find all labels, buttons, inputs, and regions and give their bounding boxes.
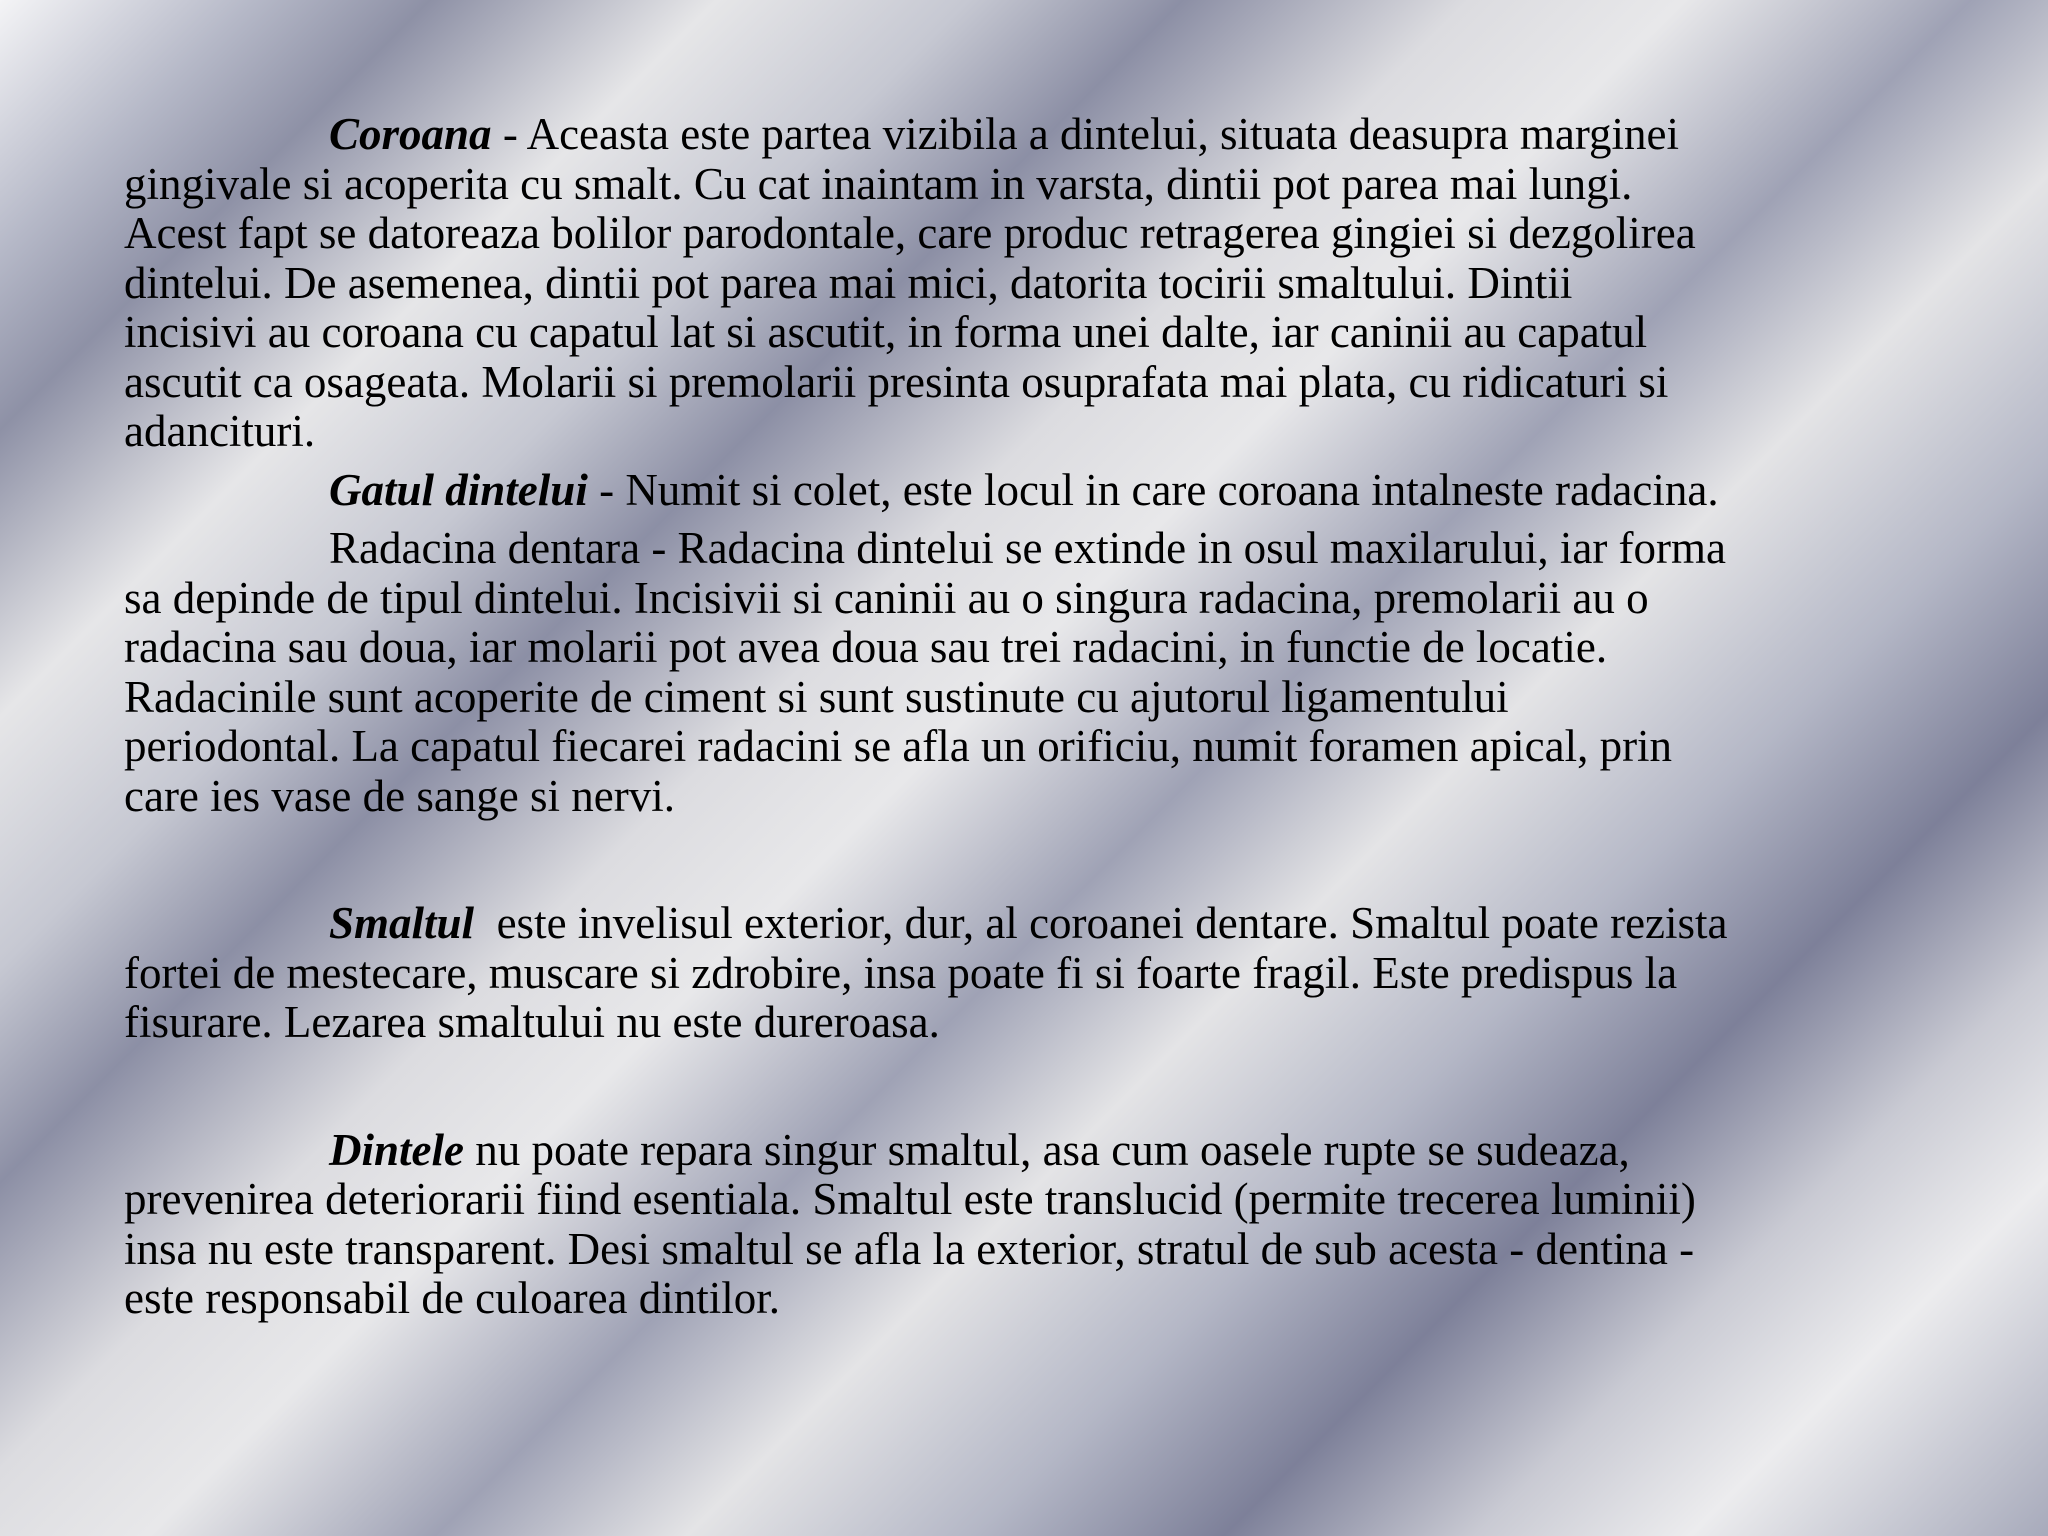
text-line: sa depinde de tipul dintelui. Incisivii si caninii au o singura radacina, premolarii au o <box>124 572 1649 623</box>
text-line: care ies vase de sange si nervi. <box>124 770 676 821</box>
paragraph-coroana <box>124 110 1924 457</box>
term-coroana: Coroana <box>329 109 492 159</box>
text-line: dintelui. De asemenea, dintii pot parea mai mici, datorita tocirii smaltului. Dintii <box>124 257 1573 308</box>
text-line: fisurare. Lezarea smaltului nu este dureroasa. <box>124 997 940 1047</box>
text-line: incisivi au coroana cu capatul lat si ascutit, in forma unei dalte, iar caninii au capatul <box>124 307 1648 357</box>
term-smaltul: Smaltul <box>329 898 475 948</box>
term-dintele: Dintele <box>329 1124 464 1175</box>
text-line: nu poate repara singur smaltul, asa cum oasele rupte se sudeaza, <box>463 1124 1630 1175</box>
term-gatul-dintelui: Gatul dintelui <box>329 464 588 515</box>
text-line: Acest fapt se datoreaza bolilor parodontale, care produc retragerea gingiei si dezgolirea <box>124 208 1696 258</box>
paragraph-smaltul <box>124 899 1924 1048</box>
text-line: periodontal. La capatul fiecarei radacini se afla un orificiu, numit foramen apical, prin <box>124 721 1673 771</box>
text-line: fortei de mestecare, muscare si zdrobire, insa poate fi si foarte fragil. Este predispus la <box>124 947 1678 998</box>
text-line: ascutit ca osageata. Molarii si premolarii presinta osuprafata mai plata, cu ridicaturi si <box>124 356 1669 407</box>
text-line: este responsabil de culoarea dintilor. <box>124 1273 781 1323</box>
paragraph-gatul-dintelui <box>124 466 1924 516</box>
text-line: Radacinile sunt acoperite de ciment si sunt sustinute cu ajutorul ligamentului <box>124 671 1509 722</box>
text-line: este invelisul exterior, dur, al coroanei dentare. Smaltul poate rezista <box>474 898 1728 948</box>
slide-content <box>124 110 1924 1324</box>
paragraph-radacina-dentara <box>124 524 1924 821</box>
text-line: prevenirea deteriorarii fiind esentiala. Smaltul este translucid (permite trecerea luminii) <box>124 1174 1696 1224</box>
text-line: - Aceasta este partea vizibila a dintelui, situata deasupra marginei <box>491 109 1680 159</box>
paragraph-dintele <box>124 1126 1924 1324</box>
text-line: insa nu este transparent. Desi smaltul se afla la exterior, stratul de sub acesta - dentina - <box>124 1223 1695 1274</box>
text-line: Radacina dentara - Radacina dintelui se extinde in osul maxilarului, iar forma <box>329 523 1726 573</box>
text-line: - Numit si colet, este locul in care coroana intalneste radacina. <box>587 464 1719 515</box>
text-line: radacina sau doua, iar molarii pot avea doua sau trei radacini, in functie de locatie. <box>124 622 1608 672</box>
text-line: gingivale si acoperita cu smalt. Cu cat inaintam in varsta, dintii pot parea mai lungi. <box>124 158 1633 209</box>
text-line: adancituri. <box>124 406 316 456</box>
